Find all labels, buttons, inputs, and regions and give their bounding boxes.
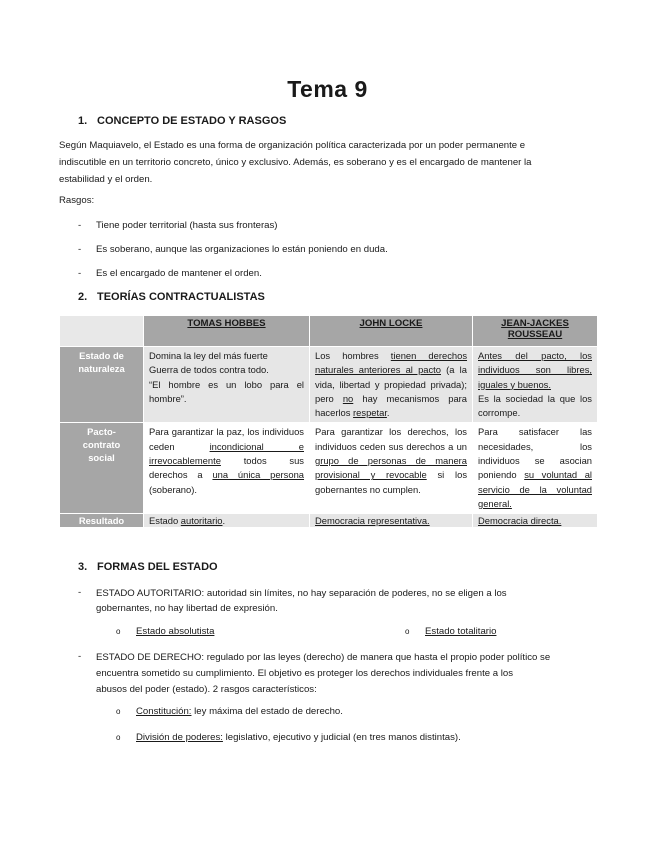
section-title: FORMAS DEL ESTADO [97,561,218,573]
section-heading-1 [78,115,286,127]
sub-item-absolutista: o Estado absolutista [116,626,215,637]
list-item: - Tiene poder territorial (hasta sus fronteras) [78,220,278,231]
cell-text-underlined: grupo de personas de manera provisional y revocable [315,455,467,481]
sub-item-text: Estado totalitario [425,626,497,637]
cell-hobbes-resultado [144,514,310,528]
sub-item-label: División de poderes: [136,732,223,743]
text-line: abusos del poder (estado). 2 rasgos característicos: [96,684,317,695]
cell-text: (soberano). [149,483,197,495]
cell-text-underlined: una única persona [212,469,305,481]
row-head-naturaleza: Estado de naturaleza [60,347,144,423]
table-header-row [60,316,598,347]
page-title: Tema 9 [287,76,368,102]
section-heading-3 [78,561,218,573]
list-item-text: Es el encargado de mantener el orden. [96,268,262,279]
cell-hobbes-naturaleza [144,347,310,423]
cell-text: si los gobernantes no cumplen. [315,469,468,495]
table-row [60,347,598,423]
text-line: gobernantes, no hay libertad de expresión. [96,603,278,614]
header-locke: JOHN LOCKE [310,316,473,347]
cell-text-underlined: autoritario [180,515,223,527]
row-head-resultado: Resultado [60,514,144,528]
cell-text: Guerra de todos contra todo. [149,364,269,376]
section-title: TEORÍAS CONTRACTUALISTAS [97,291,265,303]
cell-text-underlined: incondicional e irrevocablemente [149,440,304,467]
row-head-pacto: Pacto-contrato social [60,423,144,514]
cell-text: todos sus derechos a [149,455,304,481]
cell-rousseau-pacto [473,423,598,514]
sub-item-totalitario: o Estado totalitario [405,626,497,637]
text-line: indiscutible en un territorio concreto, único y exclusivo. Además, es soberano y es el encargado de mantener la [59,157,532,168]
section-number: 2. [78,291,88,303]
text-line: Según Maquiavelo, el Estado es una forma de organización política caracterizada por un poder permanente e [59,140,526,151]
section-heading-2 [78,291,265,303]
header-hobbes: TOMAS HOBBES [144,316,310,347]
table-corner-cell [60,316,144,347]
cell-text: . [222,515,226,527]
sub-item-text: legislativo, ejecutivo y judicial (en tres manos distintas). [222,732,461,743]
cell-text: Para garantizar los derechos, los individuos ceden sus derechos a un [315,426,467,452]
table-row [60,423,598,514]
cell-text: Es la sociedad la que los corrompe. [478,392,592,419]
rasgos-label: Rasgos: [59,195,95,206]
cell-text: . [386,407,390,419]
cell-text: (a la vida, libertad y propiedad privada); pero [315,364,467,404]
list-item: - Es el encargado de mantener el orden. [78,268,262,279]
sub-item-constitucion: o Constitución: ley máxima del estado de derecho. [116,706,343,717]
cell-rousseau-naturaleza [473,347,598,423]
section-number: 1. [78,115,88,127]
contractualist-table [59,315,598,528]
cell-text: Para satisfacer las necesidades, los individuos se asocian poniendo [478,426,592,481]
sub-item-label: Constitución: [136,706,192,717]
text-line: ESTADO DE DERECHO: regulado por las leyes (derecho) de manera que hasta el propio poder político se [96,652,551,663]
cell-text-underlined: Democracia representativa. [315,515,430,527]
cell-text: Estado [149,515,179,527]
cell-text-underlined: Antes del pacto, los individuos son libres, iguales y buenos. [478,350,592,390]
section-number: 3. [78,561,88,573]
sub-item-text: Estado absolutista [136,626,215,637]
table-row [60,514,598,528]
text-line: estabilidad y el orden. [59,174,153,185]
cell-text: “El hombre es un lobo para el hombre”. [149,378,304,404]
sub-item-text: ley máxima del estado de derecho. [191,706,343,717]
cell-text: Para garantizar la paz, los individuos ceden [149,426,304,452]
cell-text-underlined: respetar [353,407,387,419]
cell-text: Los hombres [315,350,379,361]
list-item-text: Tiene poder territorial (hasta sus fronteras) [96,220,278,231]
list-item-derecho: - ESTADO DE DERECHO: regulado por las leyes (derecho) de manera que hasta el propio poder político se encuentra sometido su cumplimiento. El objetivo es proteger los derechos individuales frente a los abusos del poder (estado). 2 rasgos característicos: [78,650,597,698]
cell-text-underlined: no [342,392,354,404]
paragraph-maquiavelo [59,137,597,188]
cell-locke-naturaleza [310,347,473,423]
cell-rousseau-resultado [473,514,598,528]
cell-locke-resultado [310,514,473,528]
text-line: encuentra sometido su cumplimiento. El objetivo es proteger los derechos individuales frente a los [96,668,514,679]
list-item-autoritario: - ESTADO AUTORITARIO: autoridad sin límites, no hay separación de poderes, no se eligen a los gobernantes, no hay libertad de expresión. [78,586,597,616]
header-rousseau: JEAN-JACKES ROUSSEAU [473,316,598,347]
sub-item-division: o División de poderes: legislativo, ejecutivo y judicial (en tres manos distintas). [116,732,461,743]
cell-locke-pacto [310,423,473,514]
cell-text: hay mecanismos para hacerlos [315,392,467,419]
text-line: ESTADO AUTORITARIO: autoridad sin límites, no hay separación de poderes, no se eligen a los [96,588,507,599]
cell-text: Domina la ley del más fuerte [149,350,268,361]
cell-text-underlined: su voluntad al servicio de la voluntad general. [478,469,592,509]
cell-text-underlined: tienen derechos naturales anteriores al pacto [315,350,468,376]
list-item-text: Es soberano, aunque las organizaciones lo están poniendo en duda. [96,244,388,255]
list-item: - Es soberano, aunque las organizaciones lo están poniendo en duda. [78,244,388,255]
cell-text-underlined: Democracia directa. [478,515,562,527]
cell-hobbes-pacto [144,423,310,514]
section-title: CONCEPTO DE ESTADO Y RASGOS [97,115,287,127]
